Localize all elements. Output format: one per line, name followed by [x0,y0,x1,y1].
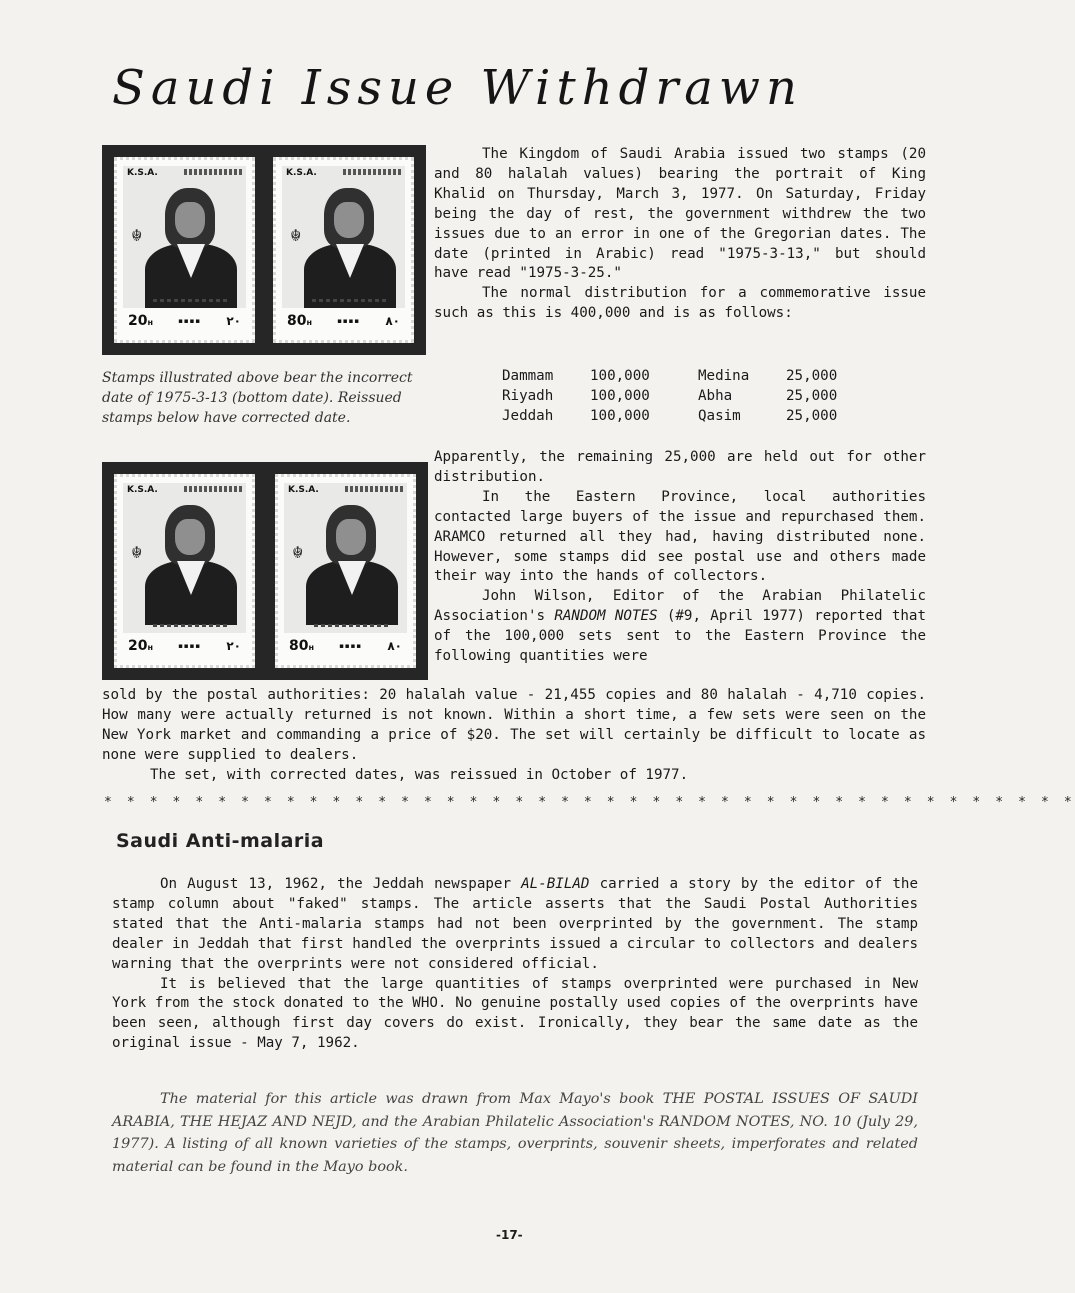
distribution-table [502,366,837,426]
paragraph: The material for this article was drawn from Max Mayo's book THE POSTAL ISSUES OF SAUDI ARABIA, THE HEJAZ AND NEJD, and the Arabian Philatelic Association's RANDOM NOTES, NO. 10 (July 29, 1977). A listing of all known varieties of the stamps, overprints, souvenir sheets, imperforates and related material can be found in the Mayo book. [112,1091,918,1175]
page-number: -17- [496,1228,523,1242]
table-cell: 100,000 [590,388,650,404]
stamp-80-halalah [275,474,416,668]
table-row [502,406,837,426]
journal-title: RANDOM NOTES [554,608,658,625]
table-row [502,366,837,386]
stamp-arabic-value: ٨٠ [385,314,400,328]
stamp-20-halalah [114,157,255,343]
paragraph: John Wilson, Editor of the Arabian Philatelic Association's RANDOM NOTES (#9, April 1977) reported that of the 100,000 sets sent to the Eastern Province the following quantities were [434,588,927,665]
stamp-arabic-header [343,169,401,175]
table-cell: Abha [698,388,733,404]
emblem-icon: ☬ [131,543,143,562]
paragraph: It is believed that the large quantities of stamps overprinted were purchased in New York from the stock donated to the WHO. No genuine postally used copies of the overprints have been seen, although first day covers do exist. Ironically, they bear the same date as the original issue - May 7, 1962. [112,975,918,1052]
stamp-date-icon: ▪▪▪▪ [178,642,202,650]
stamp-value: 20н [128,638,154,654]
signature-icon [312,299,386,302]
newspaper-name: AL-BILAD [521,876,590,892]
table-cell: Qasim [698,408,741,424]
stamp-arabic-header [345,486,403,492]
stamp-date-icon: ▪▪▪▪ [178,317,202,325]
stamp-panel-incorrect [102,145,426,355]
stamp-country-label: K.S.A. [288,485,319,495]
stamp-image [282,166,405,334]
paragraph: The normal distribution for a commemorative issue such as this is 400,000 and is as follows: [434,285,926,322]
table-row [502,386,837,406]
stamp-date-icon: ▪▪▪▪ [339,642,363,650]
stamp-value: 20н [128,313,154,329]
table-cell: Riyadh [502,388,554,404]
stamp-image [123,483,246,659]
stamp-image [123,166,246,334]
face-icon [336,519,366,555]
signature-icon [153,299,227,302]
stamp-country-label: K.S.A. [127,168,158,178]
table-cell: 100,000 [590,408,650,424]
article-full-width [102,686,926,786]
paragraph: In the Eastern Province, local authorities contacted large buyers of the issue and repurchased them. ARAMCO returned all they had, having distributed none. However, some stamps did see postal use and others made their way into the hands of collectors. [434,488,926,585]
article2-body [112,875,918,1054]
stamp-date-icon: ▪▪▪▪ [337,317,361,325]
stamp-panel-corrected [102,462,428,680]
stamp-20-halalah [114,474,255,668]
source-note [112,1088,918,1178]
emblem-icon: ☬ [290,226,302,245]
stamp-image [284,483,407,659]
stamp-arabic-value: ٢٠ [226,314,241,328]
signature-icon [314,624,388,627]
paragraph: Apparently, the remaining 25,000 are held out for other distribution. [434,449,926,485]
stamp-value: 80н [287,313,313,329]
article-column-middle [434,448,926,667]
emblem-icon: ☬ [131,226,143,245]
signature-icon [153,624,227,627]
stamp-value-row [282,308,405,334]
section-heading: Saudi Anti-malaria [116,830,325,852]
page-title: Saudi Issue Withdrawn [112,60,803,116]
section-divider: * * * * * * * * * * * * * * * * * * * * * * * * * * * * * * * * * * * * * * * * * * * [104,795,1075,810]
face-icon [334,202,364,238]
stamp-country-label: K.S.A. [127,485,158,495]
paragraph: The set, with corrected dates, was reissued in October of 1977. [150,766,689,783]
table-cell: 25,000 [786,388,838,404]
emblem-icon: ☬ [292,543,304,562]
table-cell: Jeddah [502,408,554,424]
stamp-arabic-header [184,486,242,492]
paragraph: sold by the postal authorities: 20 halalah value - 21,455 copies and 80 halalah - 4,710 copies. How many were actually returned is not known. Within a short time, a few sets were seen on the New York market and commanding a price of $20. The set will certainly be difficult to locate as none were supplied to dealers. [102,687,926,763]
stamp-value-row [123,308,246,334]
stamp-value: 80н [289,638,315,654]
face-icon [175,519,205,555]
stamp-value-row [123,633,246,659]
table-cell: Medina [698,368,750,384]
paragraph: On August 13, 1962, the Jeddah newspaper AL-BILAD carried a story by the editor of the stamp column about "faked" stamps. The article asserts that the Saudi Postal Authorities stated that the Anti-malaria stamps had not been overprinted by the government. The stamp dealer in Jeddah that first handled the overprints issued a circular to collectors and dealers warning that the overprints were not considered official. [112,876,919,972]
table-cell: 25,000 [786,408,838,424]
table-cell: Dammam [502,368,554,384]
paragraph: The Kingdom of Saudi Arabia issued two stamps (20 and 80 halalah values) bearing the portrait of King Khalid on Thursday, March 3, 1977. On Saturday, Friday being the day of rest, the government withdrew the two issues due to an error in one of the Gregorian dates. The date (printed in Arabic) read "1975-3-13," but should have read "1975-3-25." [434,146,926,282]
stamp-arabic-header [184,169,242,175]
stamp-arabic-value: ٨٠ [387,639,402,653]
stamp-arabic-value: ٢٠ [226,639,241,653]
stamp-caption: Stamps illustrated above bear the incorrect date of 1975-3-13 (bottom date). Reissued stamps below have corrected date. [102,370,413,426]
face-icon [175,202,205,238]
stamp-country-label: K.S.A. [286,168,317,178]
article-column-top [434,145,926,324]
table-cell: 25,000 [786,368,838,384]
stamp-80-halalah [273,157,414,343]
stamp-value-row [284,633,407,659]
table-cell: 100,000 [590,368,650,384]
